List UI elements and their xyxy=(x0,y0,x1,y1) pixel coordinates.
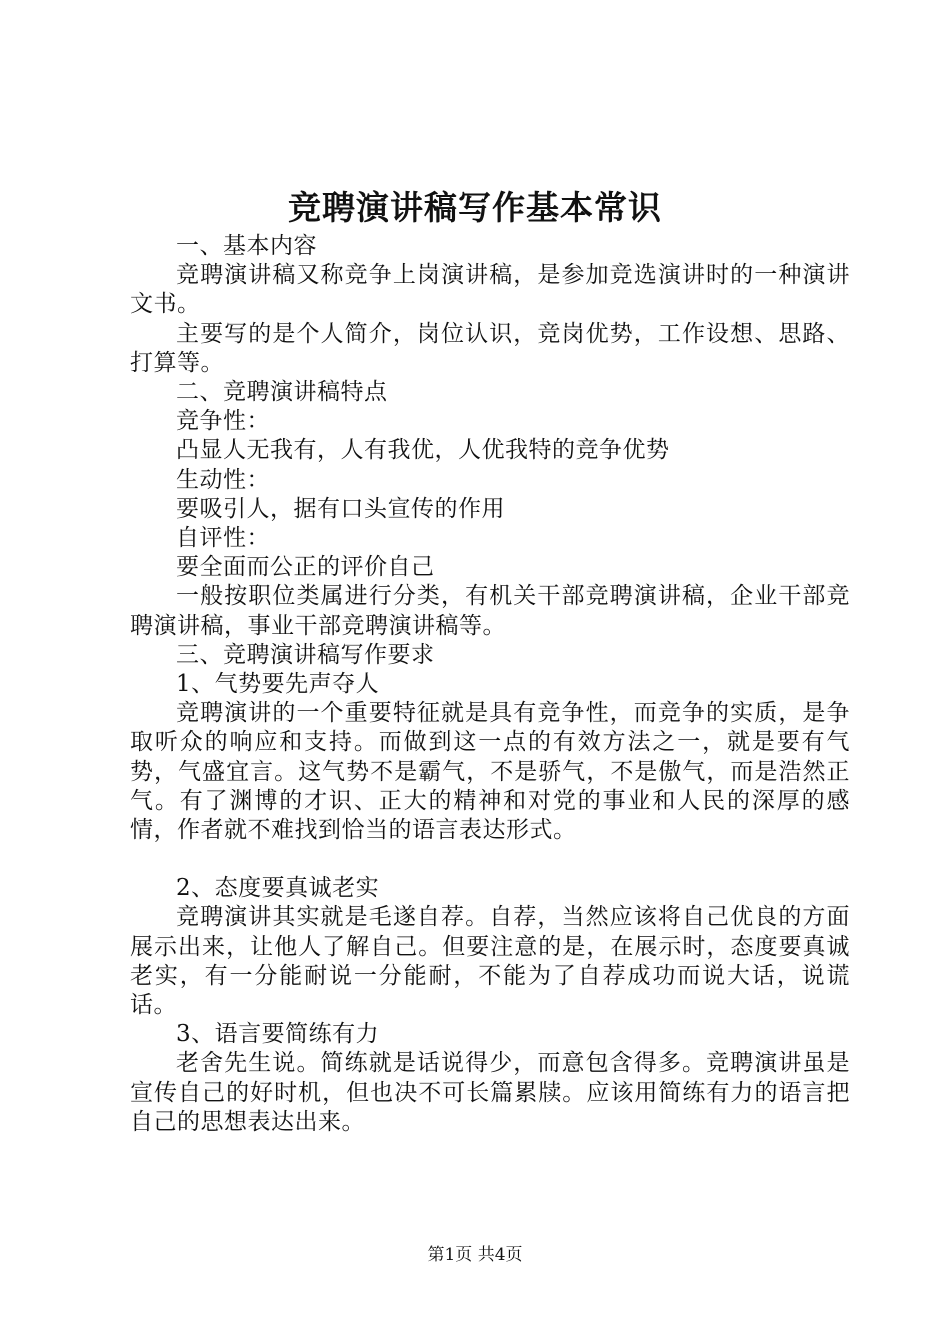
section-heading-1: 一、基本内容 xyxy=(176,233,317,259)
feature-description: 要吸引人，据有口头宣传的作用 xyxy=(176,495,505,522)
page-number-footer: 第1页 共4页 xyxy=(427,1245,523,1265)
subheading: 1、气势要先声夺人 xyxy=(176,671,380,698)
paragraph: 竞聘演讲的一个重要特征就是具有竞争性，而竞争的实质，是争取听众的响应和支持。而做到这一点的有效方法之一，就是要有气势，气盛宜言。这气势不是霸气，不是骄气，不是傲气，而是浩然正气。有了渊博的才识、正大的精神和对党的事业和人民的深厚的感情，作者就不难找到恰当的语言表达形式。 xyxy=(130,700,850,844)
section-heading-2: 二、竞聘演讲稿特点 xyxy=(176,379,388,406)
subheading: 3、语言要简练有力 xyxy=(176,1021,380,1048)
feature-description: 要全面而公正的评价自己 xyxy=(176,554,435,581)
feature-description: 凸显人无我有，人有我优，人优我特的竞争优势 xyxy=(176,437,670,464)
paragraph: 主要写的是个人简介，岗位认识，竞岗优势，工作设想、思路、打算等。 xyxy=(130,320,850,376)
feature-label: 竞争性： xyxy=(176,408,270,435)
document-body xyxy=(130,232,850,1137)
subheading: 2、态度要真诚老实 xyxy=(176,875,380,902)
document-title: 竞聘演讲稿写作基本常识 xyxy=(288,188,662,227)
section-heading-3: 三、竞聘演讲稿写作要求 xyxy=(176,641,435,668)
paragraph: 竞聘演讲稿又称竞争上岗演讲稿，是参加竞选演讲时的一种演讲文书。 xyxy=(130,262,850,318)
paragraph: 一般按职位类属进行分类，有机关干部竞聘演讲稿，企业干部竞聘演讲稿，事业干部竞聘演讲稿等。 xyxy=(130,583,850,639)
feature-label: 生动性： xyxy=(176,466,270,493)
paragraph: 老舍先生说。简练就是话说得少，而意包含得多。竞聘演讲虽是宣传自己的好时机，但也决不可长篇累牍。应该用简练有力的语言把自己的思想表达出来。 xyxy=(130,1050,850,1135)
paragraph: 竞聘演讲其实就是毛遂自荐。自荐，当然应该将自己优良的方面展示出来，让他人了解自己。但要注意的是，在展示时，态度要真诚老实，有一分能耐说一分能耐，不能为了自荐成功而说大话，说谎话。 xyxy=(130,904,850,1019)
feature-label: 自评性： xyxy=(176,525,270,552)
